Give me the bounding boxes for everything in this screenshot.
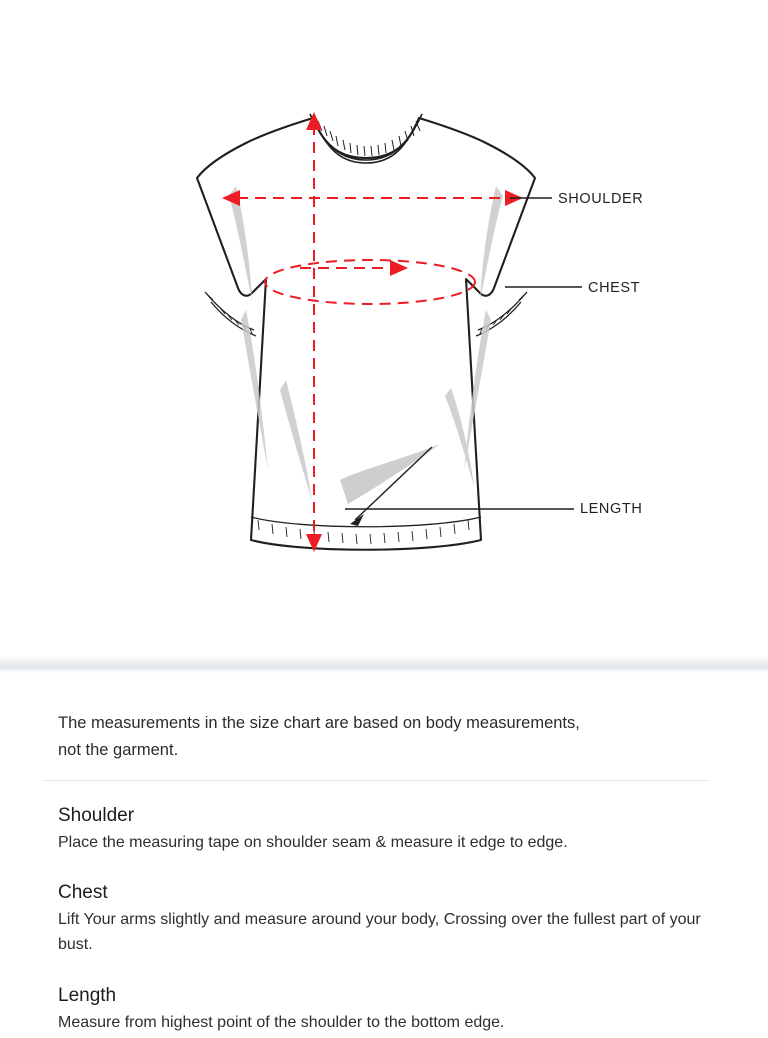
instruction-chest <box>58 882 728 958</box>
label-shoulder: SHOULDER <box>558 191 644 207</box>
instruction-length <box>58 985 728 1036</box>
label-chest: CHEST <box>588 280 641 296</box>
instruction-length-title: Length <box>58 985 117 1006</box>
instruction-chest-title: Chest <box>58 882 108 903</box>
instruction-shoulder <box>58 805 728 856</box>
intro-line-2: not the garment. <box>58 740 179 759</box>
instruction-length-body: Measure from highest point of the shoulder to the bottom edge. <box>58 1014 505 1031</box>
instruction-shoulder-title: Shoulder <box>58 805 135 826</box>
notes-divider <box>43 780 708 781</box>
section-divider-line <box>0 666 768 667</box>
section-divider-band <box>0 655 768 673</box>
instruction-shoulder-body: Place the measuring tape on shoulder seam & measure it edge to edge. <box>58 834 568 851</box>
intro-text <box>58 710 718 763</box>
instruction-chest-body: Lift Your arms slightly and measure around your body, Crossing over the fullest part of your bust. <box>58 911 701 953</box>
intro-line-1: The measurements in the size chart are based on body measurements, <box>58 714 580 732</box>
label-length: LENGTH <box>580 501 643 517</box>
